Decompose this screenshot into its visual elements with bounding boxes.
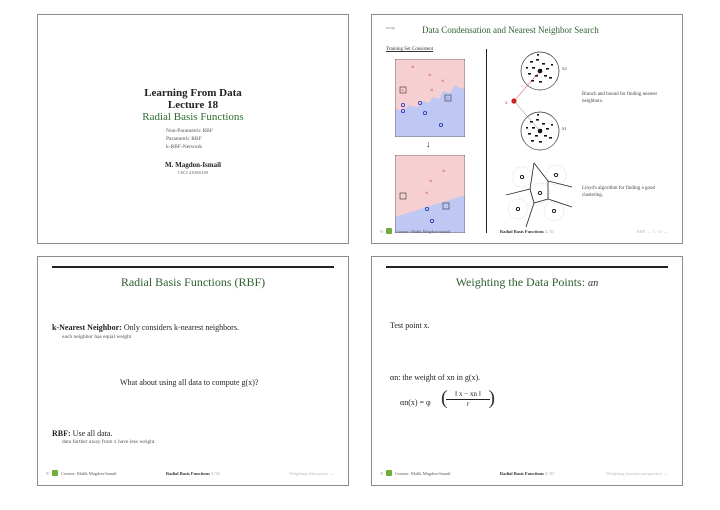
slide4-title-text: Weighting the Data Points: bbox=[455, 275, 586, 289]
knn-sub: each neighbor has equal weight bbox=[62, 334, 132, 340]
test-point-text: Test point x. bbox=[390, 321, 430, 330]
knn-line bbox=[52, 323, 239, 332]
title-rule bbox=[386, 266, 668, 268]
page-number: 2 /31 bbox=[545, 229, 555, 234]
svg-text:×: × bbox=[430, 88, 434, 94]
footer-lab: Creator: Malik Magdon-Ismail bbox=[61, 471, 117, 476]
rbf-sub: data further away from x have less weight. bbox=[62, 439, 156, 445]
course-code: CSCI 4100/6100 bbox=[177, 170, 209, 175]
formula-numerator: ‖ x − xn ‖ bbox=[446, 390, 490, 400]
copyright-icon: © bbox=[380, 471, 384, 476]
footer-lab: Creator: Malik Magdon-Ismail bbox=[395, 229, 451, 234]
svg-text:×: × bbox=[401, 89, 404, 94]
condensed-data-plot bbox=[395, 59, 465, 137]
slide4-footer bbox=[372, 469, 682, 479]
training-set-label: Training Set Consistent bbox=[386, 47, 434, 52]
svg-text:x: x bbox=[505, 101, 508, 106]
lloyd-note: Lloyd's algorithm for finding a good clustering. bbox=[582, 186, 655, 198]
divider bbox=[486, 49, 487, 233]
alpha-formula bbox=[400, 398, 431, 407]
svg-text:×: × bbox=[428, 73, 432, 79]
branch-bound-note: Branch and bound for finding nearest neighbors. bbox=[582, 92, 657, 104]
lloyd-voronoi-diagram bbox=[504, 161, 574, 229]
slide-3 bbox=[37, 256, 349, 486]
alpha-definition: αn: the weight of xn in g(x). bbox=[390, 373, 481, 382]
svg-text:○: ○ bbox=[446, 97, 450, 102]
svg-text:×: × bbox=[441, 79, 445, 85]
rbf-text: Use all data. bbox=[72, 429, 113, 438]
slide2-footer bbox=[372, 227, 682, 237]
footer-center: Radial Basis Functions 2 /31 bbox=[499, 229, 555, 234]
copyright-icon: © bbox=[46, 471, 50, 476]
footer-lab: Creator: Malik Magdon-Ismail bbox=[395, 471, 451, 476]
author: M. Magdon-Ismail bbox=[165, 161, 221, 169]
footer-center: Radial Basis Functions 4 /31 bbox=[499, 471, 555, 476]
slide4-title-math: αn bbox=[588, 278, 599, 289]
formula-denominator: r bbox=[466, 400, 470, 408]
slide1-title-line2: Lecture 18 bbox=[167, 99, 219, 111]
slide-4 bbox=[371, 256, 683, 486]
footer-nav-link[interactable]: Weighting function perspective → bbox=[606, 471, 668, 476]
topic-item: Non-Parametric RBF bbox=[166, 128, 213, 134]
recap-tag: recap bbox=[386, 25, 395, 30]
question: What about using all data to compute g(x)? bbox=[120, 378, 259, 387]
s1-label: S1 bbox=[562, 126, 567, 131]
svg-text:×: × bbox=[429, 179, 433, 185]
slide1-title-line1: Learning From Data bbox=[144, 87, 242, 99]
rbf-heading: RBF: bbox=[52, 429, 71, 438]
knn-heading: k-Nearest Neighbor: bbox=[52, 323, 122, 332]
svg-text:×: × bbox=[425, 191, 429, 197]
formula-left: αn(x) = φ bbox=[400, 398, 431, 407]
svg-text:×: × bbox=[411, 65, 415, 71]
copyright-icon: © bbox=[380, 229, 384, 234]
topic-item: k-RBF-Network bbox=[166, 144, 203, 150]
footer-nav-link[interactable]: Weighting data points → bbox=[288, 471, 334, 476]
slide4-title bbox=[372, 275, 682, 290]
slide2-title: Data Condensation and Nearest Neighbor Search bbox=[422, 25, 599, 35]
slide1-topic-list bbox=[166, 127, 213, 151]
title-rule bbox=[52, 266, 334, 268]
condensed-result-plot bbox=[395, 155, 465, 233]
footer-nav-link[interactable]: RBF → 1 / 31 → bbox=[636, 229, 668, 234]
slide1-title-line3: Radial Basis Functions bbox=[142, 111, 244, 123]
svg-text:×: × bbox=[442, 169, 446, 175]
page-number: 3 /31 bbox=[211, 471, 221, 476]
footer-center: Radial Basis Functions 3 /31 bbox=[165, 471, 221, 476]
topic-item: Parametric RBF bbox=[166, 136, 202, 142]
rbf-line bbox=[52, 429, 112, 438]
slide-1 bbox=[37, 14, 349, 244]
knn-text: Only considers k-nearest neighbors. bbox=[123, 323, 239, 332]
s2-label: S2 bbox=[562, 66, 567, 71]
down-arrow-icon: ↓ bbox=[426, 139, 431, 149]
slide-2 bbox=[371, 14, 683, 244]
formula-fraction: ( ‖ x − xn ‖ r ) bbox=[441, 387, 495, 409]
slide3-footer bbox=[38, 469, 348, 479]
slide3-title: Radial Basis Functions (RBF) bbox=[120, 275, 266, 289]
page-number: 4 /31 bbox=[545, 471, 555, 476]
